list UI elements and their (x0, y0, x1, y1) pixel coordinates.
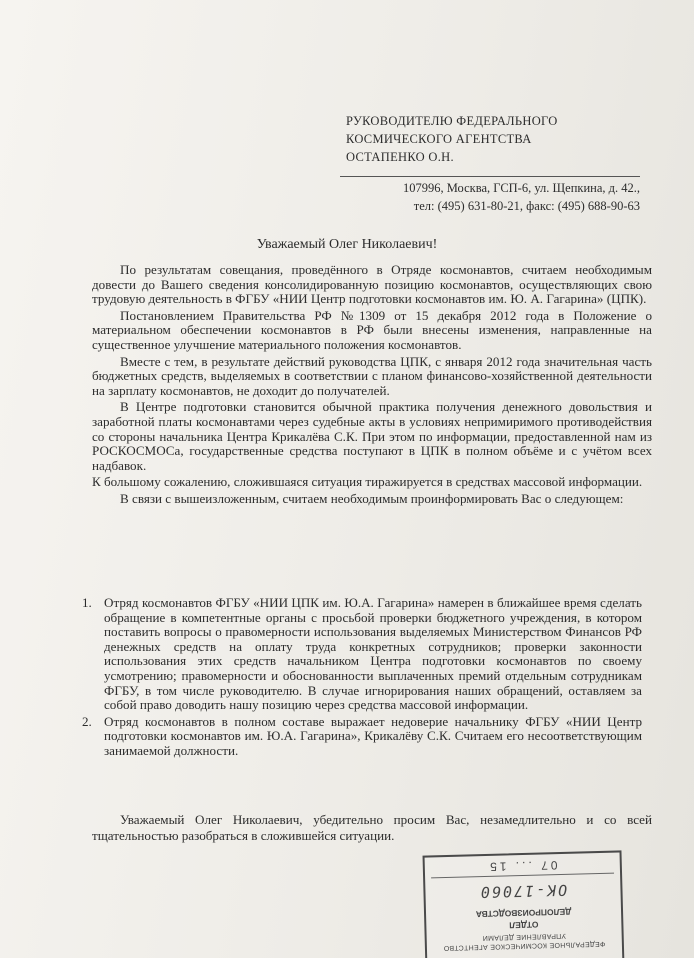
body-paragraph: В Центре подготовки становится обычной практика получения денежного довольствия и заработной платы космонавтами через судебные акты в условиях непримиримого противодействия со стороны начальника Центра Крикалёва С.К. При этом по информации, предоставленной нам из РОСКОСМОСа, государственные средства поступают в ЦПК в полном объёме и с учётом всех надбавок. (92, 399, 652, 473)
stamp-dept-line: ДЕЛОПРОИЗВОДСТВА (475, 906, 572, 920)
stamp-date: 07 ... 15 (431, 857, 614, 879)
body-paragraph: Вместе с тем, в результате действий руководства ЦПК, с января 2012 года значительная часть бюджетных средств, выделяемых в соответствии с планом финансово-хозяйственной деятельности на зарплату космонавтов, не доходит до получателей. (92, 353, 652, 398)
registration-stamp (423, 850, 625, 958)
stamp-org-line: ФЕДЕРАЛЬНОЕ КОСМИЧЕСКОЕ АГЕНТСТВО (443, 939, 606, 952)
list-item (82, 715, 642, 759)
list-item-text: Отряд космонавтов ФГБУ «НИИ ЦПК им. Ю.А. Гагарина» намерен в ближайшее время сделать обращение в компетентные органы с просьбой проверки бюджетного учреждения, в котором поставить вопросы о правомерности использования выделяемых Министерством Финансов РФ денежных средств на оплату труда конкретных сотрудников; проверки законности использования этих средств начальником Центра подготовки космонавтов по своему усмотрению; правомерности и обоснованности выплаченных премий отдельным сотрудникам ФГБУ, в том числе руководителю. В случае игнорирования наших обращений, оставляем за собой право доводить нашу позицию через средства массовой информации. (104, 595, 642, 713)
numbered-list (82, 596, 642, 761)
salutation: Уважаемый Олег Николаевич! (256, 237, 438, 252)
body-paragraph: Постановлением Правительства РФ №1309 от 15 декабря 2012 года в Положение о материальном обеспечении космонавтов в РФ были внесены изменения, направленные на существенное улучшение материального положения космонавтов. (92, 307, 652, 352)
stamp-dept-line: ОТДЕЛ (509, 919, 539, 931)
list-item-number: 1. (82, 595, 92, 610)
addressee-phones: тел: (495) 631-80-21, факс: (495) 688-90-63 (413, 199, 640, 213)
stamp-reg-number: ОК-17060 (478, 880, 568, 902)
stamp-org-line: УПРАВЛЕНИЕ ДЕЛАМИ (482, 931, 567, 942)
list-item-text: Отряд космонавтов в полном составе выражает недоверие начальнику ФГБУ «НИИ Центр подготовки космонавтов им. Ю.А. Гагарина», Крикалёву С.К. Считаем его несоответствующим занимаемой должности. (104, 713, 642, 758)
body-paragraph: В связи с вышеизложенным, считаем необходимым проинформировать Вас о следующем: (120, 490, 624, 506)
addressee-block (346, 112, 626, 166)
body-paragraph: По результатам совещания, проведённого в Отряде космонавтов, считаем необходимым довести до Вашего сведения консолидированную позицию космонавтов, осуществляющих свою трудовую деятельность в ФГБУ «НИИ Центр подготовки космонавтов им. Ю. А. Гагарина» (ЦПК). (92, 262, 652, 307)
addressee-contact (340, 176, 640, 215)
letter-body (92, 263, 652, 507)
closing-paragraph: Уважаемый Олег Николаевич, убедительно просим Вас, незамедлительно и со всей тщательностью разобраться в сложившейся ситуации. (92, 812, 652, 843)
list-item-number: 2. (82, 713, 92, 729)
addressee-line: ОСТАПЕНКО О.Н. (346, 150, 454, 164)
list-item (82, 596, 642, 713)
body-paragraph: К большому сожалению, сложившаяся ситуация тиражируется в средствах массовой информации. (92, 474, 643, 490)
addressee-line: РУКОВОДИТЕЛЮ ФЕДЕРАЛЬНОГО (346, 114, 558, 128)
addressee-line: КОСМИЧЕСКОГО АГЕНТСТВА (346, 132, 532, 146)
addressee-address: 107996, Москва, ГСП-6, ул. Щепкина, д. 42., (402, 181, 640, 195)
